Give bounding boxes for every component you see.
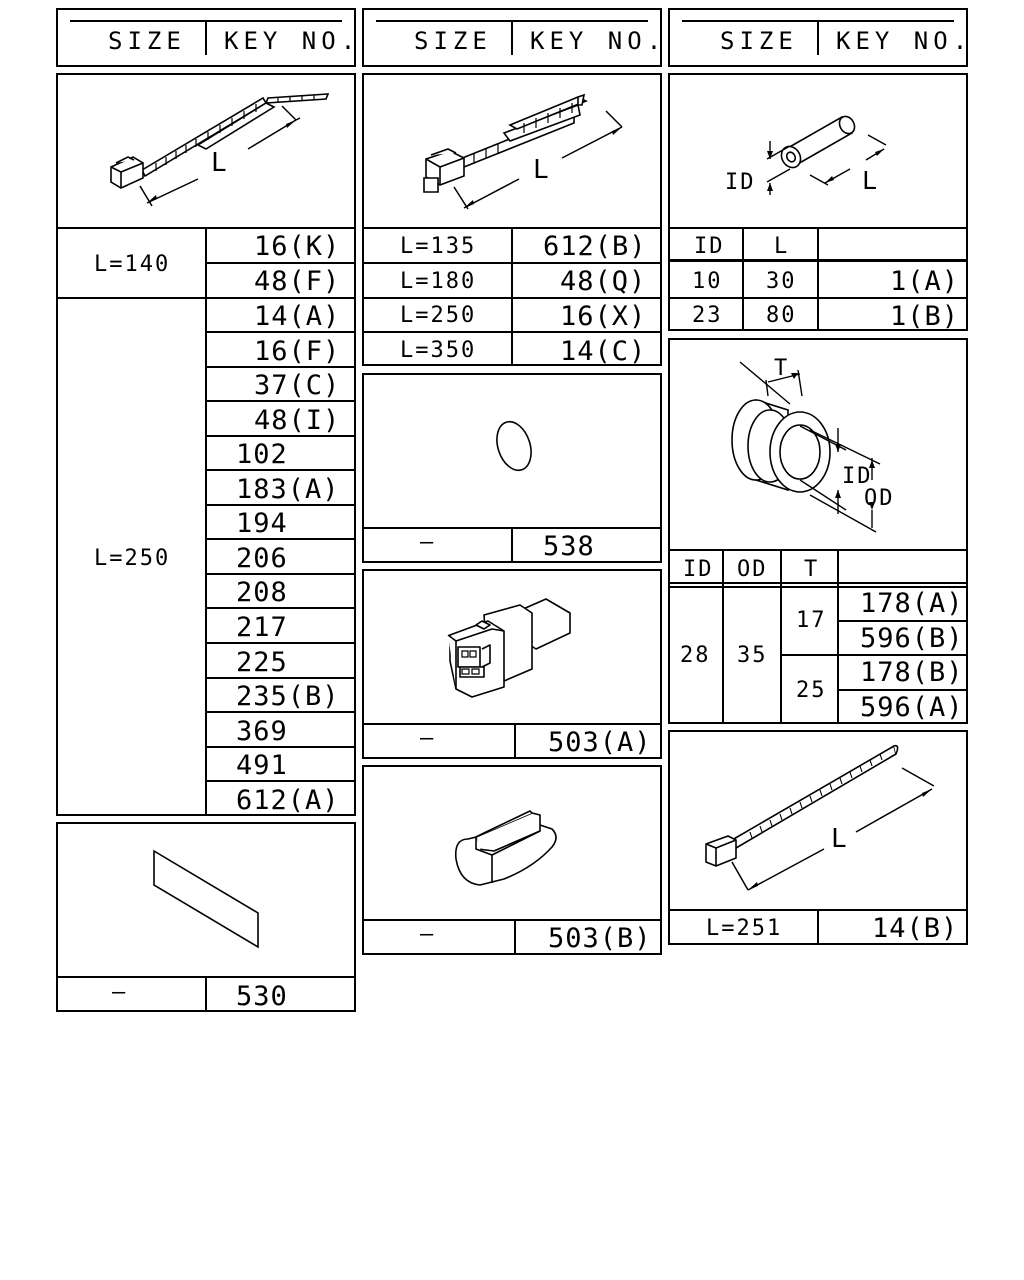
key-value: 14(A)	[254, 301, 341, 332]
key-value: 369	[236, 716, 288, 747]
key-value: 178(A)	[860, 588, 964, 619]
key-value: 612(B)	[543, 231, 647, 262]
header-size-label: SIZE	[414, 27, 492, 55]
col-header-l: L	[774, 234, 790, 259]
l-value: 80	[766, 303, 797, 328]
key-value: 16(F)	[254, 336, 341, 367]
col-divider	[722, 549, 724, 723]
key-value: 194	[236, 508, 288, 539]
key-value: 596(B)	[860, 623, 964, 654]
col-divider	[514, 723, 516, 758]
key-value: 503(B)	[548, 923, 652, 954]
od-dim-label: OD	[864, 486, 895, 511]
key-value: 48(Q)	[560, 266, 647, 297]
cable-tie-illustration	[670, 732, 966, 908]
length-label: L	[533, 155, 551, 185]
header-key-label: KEY NO.	[530, 27, 667, 55]
size-value: —	[420, 530, 436, 555]
key-value: 178(B)	[860, 657, 964, 688]
id-value: 28	[680, 643, 711, 668]
tape-illustration	[58, 824, 354, 976]
size-value: —	[420, 726, 436, 751]
row-divider	[837, 620, 968, 622]
key-value: 1(A)	[890, 266, 960, 297]
key-value: 612(A)	[236, 785, 340, 816]
col-divider	[817, 227, 819, 330]
cap-illustration	[364, 375, 660, 527]
size-value: L=135	[400, 234, 477, 259]
id-dim-label: ID	[725, 170, 756, 195]
id-dim-label: ID	[842, 464, 873, 489]
col-divider	[837, 549, 839, 723]
col-divider	[205, 976, 207, 1011]
header-divider	[205, 22, 207, 55]
key-value: 1(B)	[890, 301, 960, 332]
col-header-od: OD	[737, 557, 768, 582]
header-size-label: SIZE	[720, 27, 798, 55]
size-value: —	[420, 922, 436, 947]
key-value: 48(F)	[254, 266, 341, 297]
key-value: 596(A)	[860, 692, 964, 723]
key-value: 14(C)	[560, 336, 647, 367]
col-divider	[511, 227, 513, 365]
size-value: L=140	[94, 252, 171, 277]
grommet-illustration	[670, 340, 966, 548]
key-value: 530	[236, 981, 288, 1012]
col-header-id: ID	[683, 557, 714, 582]
row-divider	[362, 297, 662, 299]
header-divider	[511, 22, 513, 55]
connector-illustration	[364, 571, 660, 723]
id-value: 23	[692, 303, 723, 328]
header-divider	[817, 22, 819, 55]
rubber-block-illustration	[364, 767, 660, 919]
size-value: L=180	[400, 269, 477, 294]
row-divider	[205, 262, 356, 264]
key-value: 48(I)	[254, 405, 341, 436]
col-divider	[780, 549, 782, 723]
id-value: 10	[692, 269, 723, 294]
image-divider	[362, 919, 662, 921]
row-divider	[362, 262, 662, 264]
key-value: 16(K)	[254, 231, 341, 262]
cable-tie-illustration	[58, 75, 354, 227]
length-label: L	[211, 148, 229, 178]
col-divider	[742, 227, 744, 330]
l-value: 30	[766, 269, 797, 294]
key-value: 538	[543, 531, 595, 562]
key-value: 206	[236, 543, 288, 574]
size-value: L=350	[400, 338, 477, 363]
header-size-label: SIZE	[108, 27, 186, 55]
t-value: 17	[796, 608, 827, 633]
col-divider	[205, 227, 207, 815]
col-divider	[817, 909, 819, 944]
header-rule	[668, 582, 968, 584]
key-value: 102	[236, 439, 288, 470]
key-value: 235(B)	[236, 681, 340, 712]
key-value: 225	[236, 647, 288, 678]
size-value: L=250	[400, 303, 477, 328]
size-value: L=250	[94, 546, 171, 571]
key-value: 183(A)	[236, 474, 340, 505]
image-divider	[362, 723, 662, 725]
t-value: 25	[796, 678, 827, 703]
size-value: —	[112, 980, 128, 1005]
col-header-t: T	[804, 557, 820, 582]
t-dim-label: T	[774, 356, 790, 381]
key-value: 208	[236, 577, 288, 608]
header-key-label: KEY NO.	[224, 27, 361, 55]
key-value: 14(B)	[872, 913, 959, 944]
col-header-id: ID	[694, 234, 725, 259]
tube-illustration	[670, 75, 966, 227]
header-key-label: KEY NO.	[836, 27, 973, 55]
length-label: L	[831, 824, 849, 854]
key-value: 217	[236, 612, 288, 643]
key-value: 37(C)	[254, 370, 341, 401]
length-label: L	[862, 166, 880, 195]
cable-tie-illustration	[364, 75, 660, 227]
key-value: 503(A)	[548, 727, 652, 758]
key-value: 491	[236, 750, 288, 781]
col-divider	[511, 527, 513, 562]
key-value: 16(X)	[560, 301, 647, 332]
col-divider	[514, 919, 516, 954]
od-value: 35	[737, 643, 768, 668]
row-divider	[780, 654, 968, 656]
row-divider	[837, 689, 968, 691]
size-value: L=251	[706, 916, 783, 941]
image-divider	[668, 549, 968, 551]
